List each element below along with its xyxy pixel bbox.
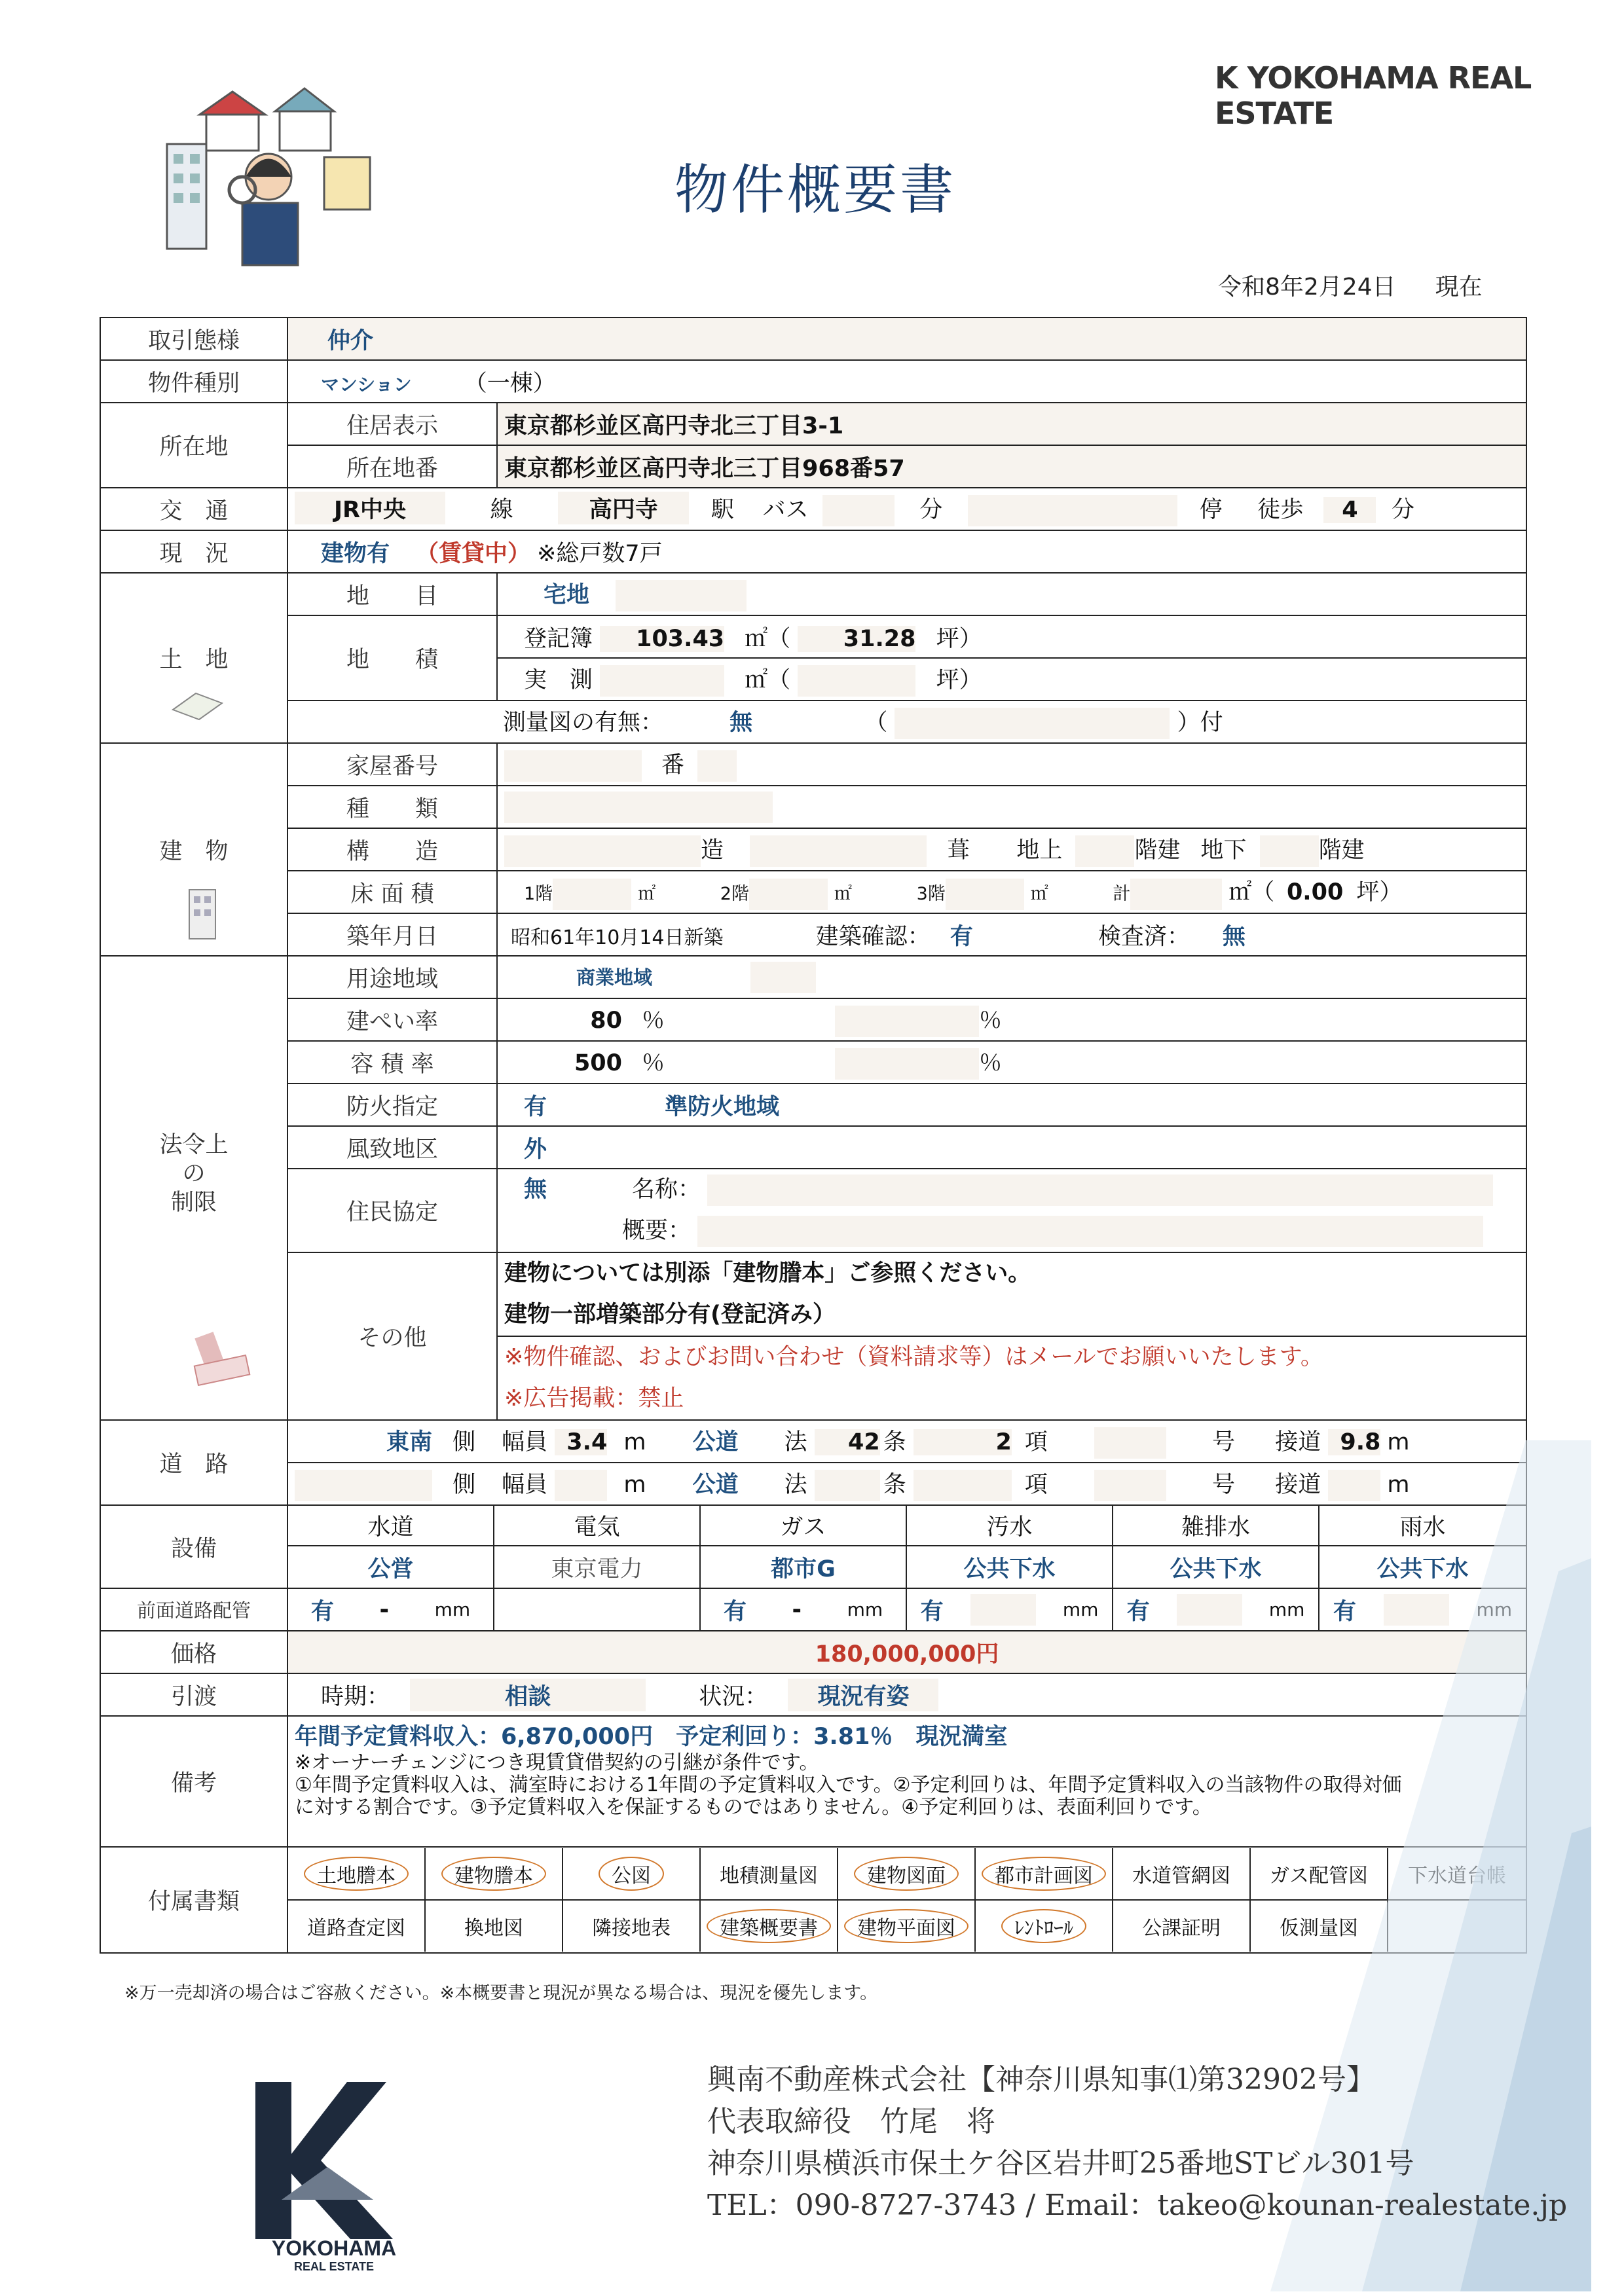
label-law-text: 法令上 の 制限 [159,1131,229,1216]
attachment-label: 公課証明 [1142,1917,1221,1940]
pipe-has: 有 [310,1598,334,1625]
attachment-cell [288,1901,426,1952]
other-line-3: ※物件確認、およびお問い合わせ（資料請求等）はメールでお願いいたします。 [504,1344,1323,1370]
floor-2-unit: ㎡ [834,883,852,904]
road-1-contact: 9.8 [1328,1429,1380,1455]
facility-value: 都市G [701,1546,907,1588]
issue-date [1218,268,1522,302]
date-value: 令和8年2月24日 [1218,274,1396,301]
built-date: 昭和61年10月14日新築 [511,926,724,949]
line-suffix: 線 [490,497,513,523]
paren-open: （ [864,710,888,736]
pipe-size: - [792,1596,802,1623]
label-attachments: 付属書類 [100,1847,287,1953]
survey-map-label: 測量図の有無： [503,710,664,736]
walk-minutes: 4 [1323,497,1376,523]
road-1-side: 側 [452,1429,476,1455]
attachment-label: 建物平面図 [844,1909,969,1943]
attachment-label: 公図 [599,1857,664,1891]
label-other: その他 [287,1252,497,1420]
attachment-label: 換地図 [464,1917,523,1940]
registry-m2-unit: ㎡（ [745,625,791,652]
other-line-4: ※広告掲載：禁止 [504,1385,684,1412]
agreement-value: 無 [524,1176,547,1203]
facility-value: 公共下水 [907,1546,1113,1588]
bus-min: 分 [919,497,943,523]
road-1-law: 法 [784,1429,807,1455]
pipe-has: 有 [1333,1598,1356,1625]
survey-tsubo-unit: 坪） [936,667,982,693]
document-title: 物件概要書 [674,159,957,221]
station-suffix: 駅 [710,497,734,523]
label-traffic: 交 通 [100,488,287,530]
attachment-cell [1113,1901,1251,1952]
label-area: 地 積 [287,615,497,701]
attachment-label: 建物図面 [854,1857,959,1891]
label-zoning: 用途地域 [287,956,497,998]
scenic-value: 外 [524,1136,547,1163]
pipe-has: 有 [920,1598,944,1625]
label-chimoku: 地 目 [287,573,497,615]
label-built: 築年月日 [287,913,497,956]
attachment-cell [976,1848,1113,1899]
pipe-unit: mm [1062,1599,1099,1620]
road-1-article-unit: 条 [883,1429,906,1455]
chimoku-value: 宅地 [544,582,590,608]
label-bcr: 建ぺい率 [287,998,497,1041]
label-status: 現 況 [100,530,287,573]
road-2-law: 法 [784,1472,807,1498]
label-price: 価格 [100,1631,287,1673]
attachment-cell [426,1901,563,1952]
facility-value: 公共下水 [1376,1556,1469,1582]
row-transaction [100,318,1526,360]
road-2-contact-unit: m [1387,1472,1410,1498]
below-unit: 階建 [1318,837,1365,864]
bcr-value: 80 [590,1008,622,1034]
handover-time: 相談 [410,1679,646,1711]
zoning-value: 商業地域 [576,966,653,989]
agreement-name-label: 名称： [632,1176,701,1203]
bcr-unit: ％ [642,1008,665,1034]
facility-header: 汚水 [907,1506,1113,1545]
walk-unit: 分 [1392,497,1415,523]
land-plot-icon [166,683,225,723]
pipe-has: 有 [1126,1598,1150,1625]
stop-label: 停 [1199,497,1223,523]
road-2-width-label: 幅員 [502,1472,548,1498]
road-1-direction: 東南 [386,1429,432,1455]
no-limits-stamp-icon [186,1321,258,1393]
attachment-cell [976,1901,1113,1952]
road-1-type: 公道 [692,1429,739,1455]
total-tsubo-unit: 坪） [1356,879,1403,905]
lot-value: 東京都杉並区高円寺北三丁目968番57 [504,455,905,482]
handover-state-label: 状況： [699,1683,768,1710]
date-suffix: 現在 [1435,274,1483,301]
registry-tsubo-unit: 坪） [936,625,982,652]
bus-label: バス [762,497,809,523]
company-info [707,2059,1567,2227]
pipe-unit: mm [1268,1599,1305,1620]
floor-2-label: 2階 [720,883,749,904]
label-handover: 引渡 [100,1673,287,1716]
total-label: 計 [1113,883,1131,904]
floor-3-label: 3階 [916,883,946,904]
below-label: 地下 [1200,837,1247,864]
label-building-text: 建 物 [159,838,229,865]
road-2-type: 公道 [692,1472,739,1498]
label-structure: 構 造 [287,828,497,871]
facility-header: ガス [701,1506,907,1545]
far-unit: ％ [642,1050,665,1076]
paren-close: ）付 [1177,710,1223,736]
road-2-contact-label: 接道 [1275,1472,1321,1498]
label-agreement: 住民協定 [287,1169,497,1252]
attachment-label: ガス配管図 [1270,1865,1368,1887]
remarks-line-1: ※オーナーチェンジにつき現賃貸借契約の引継が条件です。 [295,1751,819,1774]
survey-label: 実 測 [524,667,593,693]
label-house-no: 家屋番号 [287,743,497,786]
agreement-summary-label: 概要： [622,1218,692,1244]
road-1-width-unit: m [623,1429,646,1455]
confirm-value: 有 [950,923,973,950]
far-unit-2: ％ [979,1050,1003,1076]
attachment-cell [563,1848,701,1899]
label-residence: 住居表示 [287,403,497,445]
confirm-label: 建築確認： [815,923,931,950]
pipe-size: - [379,1596,389,1623]
label-front-pipe: 前面道路配管 [100,1588,287,1631]
row-status [100,530,1526,573]
road-1-item: 2 [913,1429,1012,1455]
label-type: 物件種別 [100,360,287,403]
road-2-no-unit: 号 [1212,1472,1236,1498]
company-name: 興南不動産株式会社【神奈川県知事⑴第32902号】 [707,2063,1375,2096]
other-line-2: 建物一部増築部分有(登記済み） [504,1302,836,1328]
handover-state: 現況有姿 [788,1679,938,1711]
label-law [100,956,287,1420]
registry-label: 登記簿 [524,625,593,652]
inspect-value: 無 [1222,923,1246,950]
attachment-cell [701,1848,838,1899]
station-name: 高円寺 [558,492,689,524]
label-location: 所在地 [100,403,287,488]
handover-time-label: 時期： [321,1683,390,1710]
remarks-headline: 年間予定賃料収入：6,870,000円 予定利回り：3.81％ 現況満室 [295,1724,1008,1750]
total-tsubo: 0.00 [1286,879,1344,905]
attachment-label: 水道管網図 [1132,1865,1230,1887]
logo-line-1: YOKOHAMA [271,2236,397,2260]
attachment-cell [426,1848,563,1899]
company-representative: 代表取締役 竹尾 将 [707,2105,995,2138]
label-land-text: 土 地 [159,647,229,673]
label-facility: 設備 [100,1505,287,1588]
company-contact: TEL：090-8727-3743 / Email：takeo@kounan-realestate.jp [707,2189,1568,2222]
road-2-article-unit: 条 [883,1472,906,1498]
label-remarks: 備考 [100,1716,287,1847]
facility-header: 水道 [288,1506,494,1545]
real-estate-agent-illustration [128,79,409,268]
structure-suffix: 造 [701,837,724,864]
attachment-cell [838,1848,976,1899]
attachment-label: 建物謄本 [441,1857,546,1891]
attachment-cell [838,1901,976,1952]
road-1-contact-unit: m [1387,1429,1410,1455]
pipe-unit: mm [434,1599,471,1620]
label-far: 容 積 率 [287,1041,497,1084]
attachment-label: 都市計画図 [982,1857,1106,1891]
attachment-label: 道路査定図 [307,1917,405,1940]
pipe-has: 有 [723,1598,747,1625]
status-note: ※総戸数7戸 [537,540,663,567]
above-label: 地上 [1016,837,1063,864]
road-1-width: 3.4 [555,1429,607,1455]
facility-header: 電気 [494,1506,701,1545]
far-value: 500 [574,1050,622,1076]
survey-m2-unit: ㎡（ [745,667,791,693]
status-rent: （賃貸中） [416,540,531,567]
line-name: JR中央 [295,492,445,524]
floor-3-unit: ㎡ [1030,883,1048,904]
remarks-line-2: ①年間予定賃料収入は、満室時における1年間の予定賃料収入です。②予定利回りは、年間予定賃料収入の当該物件の取得対価 [295,1774,1402,1796]
inspect-label: 検査済： [1098,923,1190,950]
row-traffic [100,488,1526,530]
attachment-label: 土地謄本 [304,1857,409,1891]
road-1-article: 42 [815,1429,880,1455]
road-1-item-unit: 項 [1024,1429,1048,1455]
label-kind: 種 類 [287,786,497,828]
attachment-label: 隣接地表 [592,1917,671,1940]
label-building [100,743,287,956]
survey-map-value: 無 [729,710,753,736]
walk-label: 徒歩 [1257,497,1304,523]
floor-1-unit: ㎡ [638,883,656,904]
roof-label: 葺 [947,837,970,864]
total-m2-unit: ㎡（ [1228,879,1275,905]
road-1-no-unit: 号 [1212,1429,1236,1455]
building-icon [179,883,225,942]
footnote: ※万一売却済の場合はご容赦ください。※本概要書と現況が異なる場合は、現況を優先します。 [124,1983,878,2003]
floor-1-label: 1階 [524,883,553,904]
bcr-unit-2: ％ [979,1008,1003,1034]
above-unit: 階建 [1134,837,1181,864]
fire-value-1: 有 [524,1093,547,1120]
company-logo [242,2075,426,2272]
registry-m2: 103.43 [600,626,724,652]
status-main: 建物有 [321,540,390,567]
type-main: マンション [321,373,412,395]
registry-tsubo: 31.28 [798,626,915,652]
label-road: 道 路 [100,1420,287,1505]
attachment-label: 仮測量図 [1280,1917,1358,1940]
facility-header: 雑排水 [1113,1506,1320,1545]
road-1-contact-label: 接道 [1275,1429,1321,1455]
attachment-cell [288,1848,426,1899]
brand-name: K YOKOHAMA REAL ESTATE [1215,60,1532,131]
logo-line-2: REAL ESTATE [293,2260,375,2272]
company-address: 神奈川県横浜市保土ケ谷区岩井町25番地STビル301号 [707,2147,1414,2180]
attachment-cell [1113,1848,1251,1899]
facility-value: 公営 [288,1546,494,1588]
other-line-1: 建物については別添「建物謄本」ご参照ください。 [504,1260,1031,1286]
label-land [100,573,287,743]
road-2-side: 側 [452,1472,476,1498]
fire-value-2: 準防火地域 [665,1093,780,1120]
pipe-unit: mm [847,1599,883,1620]
remarks-line-3: に対する割合です。③予定賃料収入を保証するものではありません。④予定利回りは、表面利回りです。 [295,1796,1212,1819]
road-2-item-unit: 項 [1024,1472,1048,1498]
label-fire: 防火指定 [287,1084,497,1126]
label-floor: 床 面 積 [287,871,497,913]
facility-value: 公共下水 [1113,1546,1320,1588]
attachment-label: ﾚﾝﾄﾛｰﾙ [1001,1909,1086,1943]
label-lot: 所在地番 [287,445,497,488]
label-transaction: 取引態様 [100,318,287,360]
transaction-value: 仲介 [327,327,374,354]
residence-value: 東京都杉並区高円寺北三丁目3-1 [504,412,844,439]
price-value: 180,000,000円 [815,1641,999,1667]
road-2-width-unit: m [623,1472,646,1498]
type-sub: （一棟） [464,370,556,397]
attachment-cell [563,1901,701,1952]
facility-header: 雨水 [1399,1514,1446,1540]
row-type [100,360,1526,403]
facility-value: 東京電力 [494,1546,701,1588]
attachment-label: 建築概要書 [707,1909,831,1943]
road-1-width-label: 幅員 [502,1429,548,1455]
house-no-suffix: 番 [661,752,685,778]
attachment-cell [701,1901,838,1952]
attachment-label: 地積測量図 [720,1865,818,1887]
label-scenic: 風致地区 [287,1126,497,1169]
